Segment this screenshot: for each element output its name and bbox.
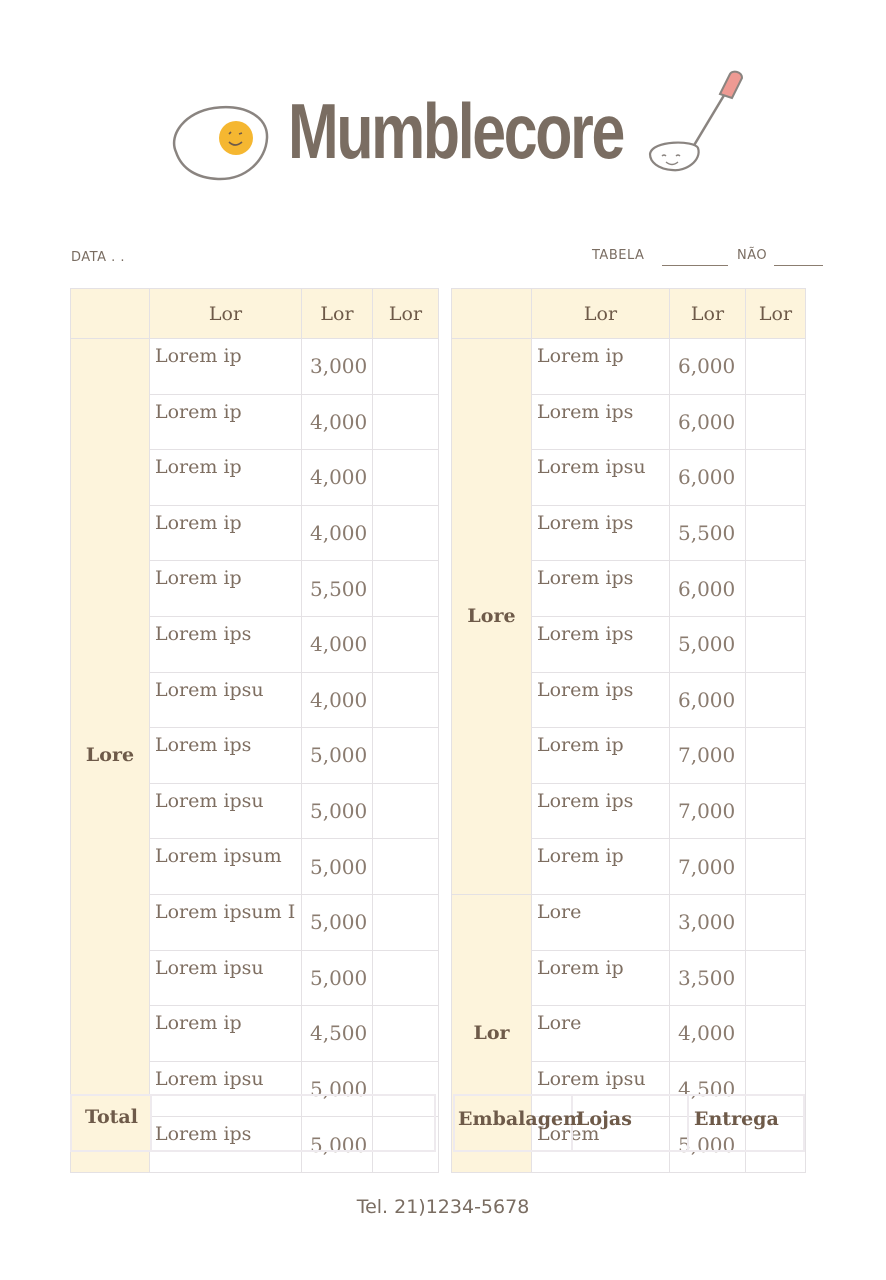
fried-egg-icon	[166, 104, 272, 184]
qty-cell[interactable]	[373, 894, 439, 950]
delivery-label: Entrega	[694, 1108, 779, 1130]
item-price: 4,000	[302, 616, 373, 672]
item-name: Lorem	[532, 1117, 670, 1173]
item-name: Lorem ips	[532, 561, 670, 617]
item-name: Lorem ip	[150, 505, 302, 561]
item-price: 6,000	[670, 339, 746, 395]
item-price: 4,000	[302, 450, 373, 506]
packaging-label: Embalagem	[458, 1108, 584, 1130]
no-number-line[interactable]	[774, 265, 823, 266]
item-price: 4,500	[302, 1006, 373, 1062]
item-price: 6,000	[670, 672, 746, 728]
qty-cell[interactable]	[746, 894, 806, 950]
item-price: 5,000	[302, 1061, 373, 1117]
table-label: TABELA	[592, 248, 645, 263]
item-name: Lorem ip	[150, 394, 302, 450]
qty-cell[interactable]	[373, 950, 439, 1006]
item-price: 5,000	[302, 839, 373, 895]
qty-cell[interactable]	[373, 616, 439, 672]
qty-cell[interactable]	[373, 505, 439, 561]
item-name: Lorem ips	[150, 728, 302, 784]
item-name: Lorem ips	[150, 616, 302, 672]
item-price: 5,500	[670, 505, 746, 561]
table-row	[71, 339, 439, 395]
right-menu-table	[451, 288, 806, 1173]
item-name: Lorem ipsu	[150, 672, 302, 728]
qty-cell[interactable]	[746, 950, 806, 1006]
stores-label: Lojas	[576, 1108, 632, 1130]
item-name: Lorem ipsu	[532, 1061, 670, 1117]
qty-cell[interactable]	[746, 339, 806, 395]
qty-cell[interactable]	[373, 450, 439, 506]
no-label: NÃO	[737, 248, 768, 263]
qty-cell[interactable]	[746, 394, 806, 450]
item-name: Lorem ip	[532, 839, 670, 895]
item-price: 5,000	[302, 728, 373, 784]
item-price: 4,000	[302, 394, 373, 450]
item-name: Lorem ipsu	[150, 1061, 302, 1117]
qty-cell[interactable]	[746, 783, 806, 839]
item-price: 6,000	[670, 394, 746, 450]
header-cell	[71, 289, 150, 339]
qty-cell[interactable]	[373, 561, 439, 617]
header-cell	[452, 289, 532, 339]
item-price: 4,500	[670, 1061, 746, 1117]
phone-number: Tel. 21)1234-5678	[356, 1196, 530, 1218]
qty-cell[interactable]	[373, 1006, 439, 1062]
item-name: Lorem ip	[150, 1006, 302, 1062]
total-label: Total	[85, 1106, 138, 1128]
qty-cell[interactable]	[373, 728, 439, 784]
qty-cell[interactable]	[373, 839, 439, 895]
qty-cell[interactable]	[746, 1006, 806, 1062]
item-price: 7,000	[670, 839, 746, 895]
item-price: 4,000	[302, 672, 373, 728]
item-price: 7,000	[670, 783, 746, 839]
qty-cell[interactable]	[746, 728, 806, 784]
item-name: Lorem ips	[532, 783, 670, 839]
ladle-icon	[646, 68, 750, 180]
item-name: Lorem ips	[532, 672, 670, 728]
qty-cell[interactable]	[746, 616, 806, 672]
table-row	[452, 339, 806, 395]
item-price: 6,000	[670, 561, 746, 617]
divider	[687, 1096, 689, 1150]
item-name: Lorem ipsum I	[150, 894, 302, 950]
item-price: 5,000	[302, 1117, 373, 1173]
item-price: 5,000	[302, 783, 373, 839]
qty-cell[interactable]	[746, 839, 806, 895]
category-cell: Lor	[452, 894, 532, 1172]
qty-cell[interactable]	[373, 783, 439, 839]
item-price: 3,000	[670, 894, 746, 950]
qty-cell[interactable]	[746, 561, 806, 617]
header-cell: Lor	[670, 289, 746, 339]
item-name: Lorem ips	[150, 1117, 302, 1173]
table-number-line[interactable]	[662, 265, 728, 266]
qty-cell[interactable]	[373, 339, 439, 395]
item-price: 4,000	[302, 505, 373, 561]
qty-cell[interactable]	[746, 450, 806, 506]
left-menu-table	[70, 288, 439, 1173]
item-price: 5,000	[670, 1117, 746, 1173]
item-name: Lorem ip	[532, 339, 670, 395]
header-cell: Lor	[532, 289, 670, 339]
item-name: Lore	[532, 1006, 670, 1062]
date-label: DATA . .	[71, 250, 126, 265]
total-value-cell[interactable]	[150, 1096, 436, 1150]
item-name: Lorem ips	[532, 505, 670, 561]
qty-cell[interactable]	[746, 505, 806, 561]
item-price: 7,000	[670, 728, 746, 784]
header-cell: Lor	[302, 289, 373, 339]
item-price: 6,000	[670, 450, 746, 506]
item-name: Lorem ip	[532, 728, 670, 784]
item-price: 5,000	[302, 894, 373, 950]
qty-cell[interactable]	[373, 394, 439, 450]
item-name: Lore	[532, 894, 670, 950]
item-price: 4,000	[670, 1006, 746, 1062]
item-price: 5,500	[302, 561, 373, 617]
item-price: 5,000	[302, 950, 373, 1006]
table-header-row	[452, 289, 806, 339]
item-name: Lorem ipsu	[532, 450, 670, 506]
table-row	[452, 894, 806, 950]
qty-cell[interactable]	[746, 672, 806, 728]
item-name: Lorem ip	[150, 339, 302, 395]
header-cell: Lor	[746, 289, 806, 339]
item-name: Lorem ips	[532, 394, 670, 450]
category-cell: Lore	[71, 339, 150, 1173]
item-name: Lorem ip	[532, 950, 670, 1006]
item-name: Lorem ip	[150, 561, 302, 617]
item-name: Lorem ips	[532, 616, 670, 672]
header-cell: Lor	[150, 289, 302, 339]
page-title: Mumblecore	[288, 87, 623, 175]
item-name: Lorem ipsu	[150, 783, 302, 839]
item-name: Lorem ipsu	[150, 950, 302, 1006]
item-price: 3,000	[302, 339, 373, 395]
header-cell: Lor	[373, 289, 439, 339]
item-price: 5,000	[670, 616, 746, 672]
qty-cell[interactable]	[373, 672, 439, 728]
item-name: Lorem ipsum	[150, 839, 302, 895]
item-name: Lorem ip	[150, 450, 302, 506]
category-cell: Lore	[452, 339, 532, 895]
table-header-row	[71, 289, 439, 339]
item-price: 3,500	[670, 950, 746, 1006]
